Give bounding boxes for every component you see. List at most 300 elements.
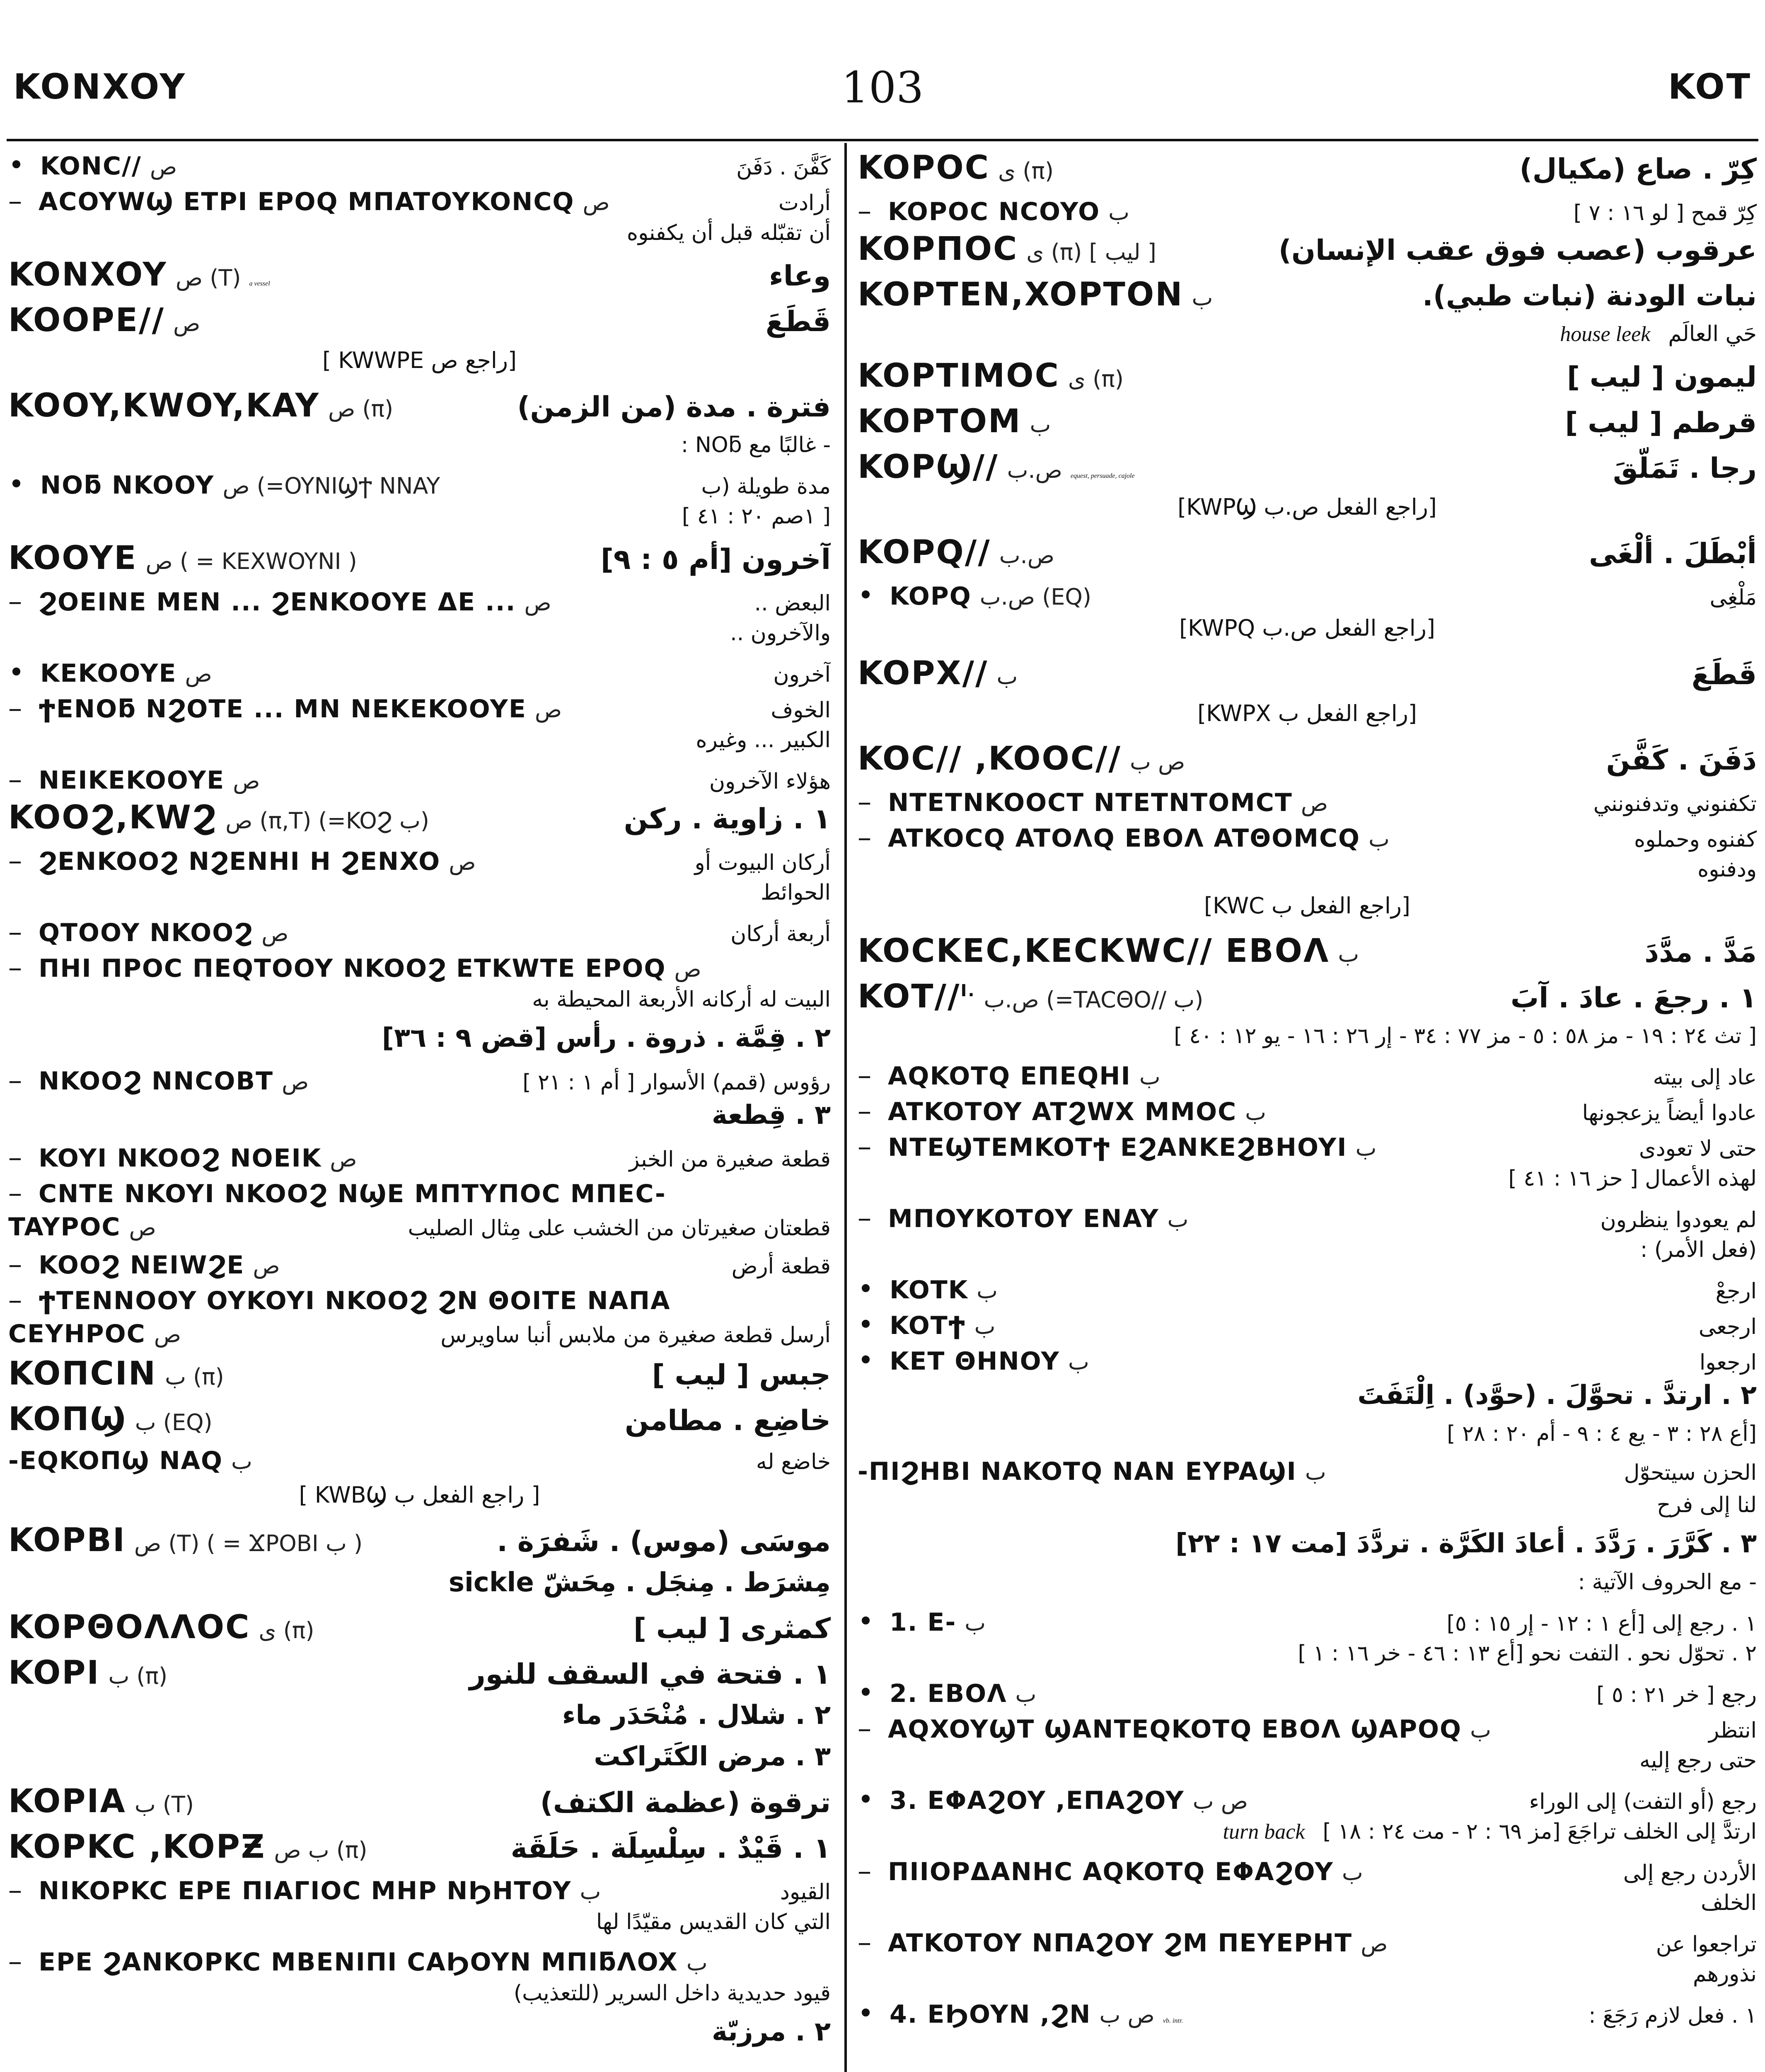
grammar-label: ص (150, 154, 177, 180)
grammar-label: ص ب (1130, 749, 1185, 775)
coptic-text: • 4. EϦOYN ,ϨΝ (889, 2000, 1091, 2029)
arabic-text: [ ١صم ٢٠ : ٤١ ] (682, 504, 831, 529)
arabic-gloss: رجع [ خر ٢١ : ٥ ] (1596, 1682, 1757, 1707)
coptic-text: – ΝTEϢTEMKOTϮ EϨANKEϨBHOYI (888, 1133, 1347, 1162)
grammar-label: ب (1015, 1681, 1037, 1707)
grammar-label: ب (1030, 411, 1051, 438)
column-divider (844, 143, 847, 2072)
grammar-label: ص (524, 590, 551, 616)
arabic-gloss: نبات الودنة (نبات طبي). (1422, 280, 1757, 312)
grammar-label: ص (173, 310, 201, 336)
right-column (858, 149, 1757, 2072)
arabic-gloss: القيود (780, 1880, 831, 1905)
grammar-label: ب (EQ) (135, 1409, 213, 1435)
grammar-label: ص (330, 1146, 357, 1172)
arabic-line (858, 322, 1757, 357)
arabic-gloss: قطعة صغيرة من الخبز (629, 1147, 831, 1172)
arabic-line (858, 1748, 1757, 1784)
coptic-text: – NIKOPKC EPE ΠIAΓIOC MHP ΝϦHTOY (39, 1876, 572, 1905)
arabic-text: التي كان القديس مقيّدًا لها (596, 1910, 831, 1934)
arabic-gloss: مدة طويلة (ب (701, 474, 831, 499)
coptic-text: KOPBI (8, 1522, 126, 1559)
english-gloss: house leek (1560, 322, 1656, 346)
grammar-label: ص ( = KEXWOYNI ) (145, 548, 357, 574)
arabic-gloss: ارجعوا (1699, 1350, 1757, 1375)
grammar-label: ص (674, 956, 701, 982)
page-number: 103 (841, 62, 924, 113)
sub-entry (858, 579, 1757, 615)
grammar-label: ب (686, 1950, 708, 1976)
coptic-text: – ϮTENNOOY OYKOYI ΝKOOϨ ϨΝ ΘOITE ΝAΠA (39, 1286, 671, 1315)
cross-reference: [راجع الفعل ص.ب KWPϢ] (1177, 494, 1437, 520)
sub-entry (858, 1344, 1757, 1380)
coptic-text: – ϨOEINE MEN ... ϨENKOOYE ΔE ... (39, 588, 516, 617)
arabic-gloss: كفنوه وحملوه (1634, 827, 1757, 852)
cross-reference: [ راجع الفعل ب KWBϢ ] (299, 1482, 540, 1508)
arabic-text: - غالبًا مع NOƃ : (681, 433, 831, 457)
arabic-gloss: تراجعوا عن (1656, 1932, 1757, 1957)
arabic-line (858, 1819, 1757, 1855)
arabic-text: حتى رجع إليه (1639, 1748, 1757, 1773)
grammar-label: ب (1305, 1459, 1326, 1485)
coptic-text: – ATKOTOY ATϨWX MMOC (888, 1097, 1237, 1126)
sense-marker: I. (960, 981, 976, 1000)
cross-reference: [راجع الفعل ب KWPX] (1197, 700, 1417, 726)
headword-entry (858, 403, 1757, 448)
arabic-line (8, 504, 831, 540)
coptic-text: KOΠCIN (8, 1355, 157, 1392)
sub-entry (858, 1855, 1757, 1890)
sub-entry (858, 1457, 1757, 1493)
coptic-text: – ΠIIOPΔANHC AQKOTQ EΦAϨOY (888, 1857, 1334, 1886)
grammar-label: ص (154, 1322, 181, 1348)
cross-reference: [راجع الفعل ب KWC] (1204, 893, 1410, 919)
coptic-text: KOOY,KWOY,KAY (8, 387, 320, 424)
arabic-line (8, 433, 831, 468)
arabic-text: ٣ . مرض الكَتَراكت (594, 1741, 831, 1772)
arabic-gloss: ارجعْ (1715, 1279, 1757, 1304)
headword-entry (8, 387, 831, 433)
arabic-text: ٢ . قِمَّة . ذروة . رأس [قض ٩ : ٣٦] (382, 1023, 831, 1053)
page-header (0, 0, 1765, 137)
sub-entry (8, 951, 831, 987)
headword-entry (858, 448, 1757, 494)
arabic-gloss: ليمون [ ليب ] (1567, 361, 1757, 394)
arabic-line (858, 1166, 1757, 1202)
arabic-gloss: مَلْغِى (1709, 585, 1757, 610)
grammar-label: ص (261, 920, 289, 946)
grammar-label: ص ب (1099, 2002, 1155, 2028)
sub-entry (858, 1926, 1757, 1962)
coptic-text: • KEKOOYE (40, 659, 177, 688)
coptic-text: – ATKOCQ ATOΛQ EBOΛ ATΘOMCQ (888, 824, 1360, 853)
arabic-gloss: مَدَّ . مدَّدَ (1644, 936, 1757, 969)
arabic-gloss: كَفَّنَ . دَفَنَ (736, 155, 831, 180)
coptic-text: – ΠHI ΠPOC ΠEQTOOY ΝKOOϨ ETKWTE EPOQ (39, 954, 666, 983)
arabic-text: ودفنوه (1697, 857, 1757, 882)
coptic-text: – ATKOTOY ΝΠAϨOY ϨΜ ΠEYEPHT (888, 1929, 1353, 1958)
coptic-text: • 1. E- (889, 1608, 957, 1637)
arabic-gloss: قرطم [ ليب ] (1565, 407, 1757, 439)
grammar-label: ب (1139, 1064, 1161, 1090)
grammar-label: ص (282, 1069, 309, 1095)
sub-entry (8, 585, 831, 621)
coptic-text: KOPϢ// (858, 448, 999, 486)
arabic-gloss: قطعة أرض (731, 1254, 831, 1279)
headword-entry (858, 276, 1757, 322)
sub-entry (858, 1712, 1757, 1748)
sub-entry (8, 468, 831, 504)
grammar-label: ص (253, 1253, 280, 1279)
english-gloss: equest, persuade, cajole (1070, 472, 1135, 479)
arabic-text: ٣ . كَرَّرَ . رَدَّدَ . أعادَ الكَرَّة . تردَّدَ [مت ١٧ : ٢٢] (1175, 1528, 1757, 1559)
grammar-label: ى (π) (998, 158, 1054, 184)
arabic-gloss: فترة . مدة (من الزمن) (517, 391, 831, 424)
arabic-gloss: آخرون [أم ٥ : ٩] (600, 543, 831, 576)
arabic-text: [أع ٢٨ : ٣ - يع ٤ : ٩ - أم ٢٠ : ٢٨ ] (1447, 1421, 1757, 1446)
coptic-text: – ϨENKOOϨ ΝϨENHI H ϨENXO (39, 847, 441, 876)
coptic-text: – AQKOTQ EΠEQHI (888, 1062, 1131, 1091)
arabic-line (858, 1962, 1757, 1997)
coptic-text: KOPTIMOC (858, 357, 1060, 395)
sub-entry (8, 763, 831, 799)
headword-entry (858, 740, 1757, 786)
grammar-label: ب (1342, 1859, 1363, 1886)
headword-entry (858, 357, 1757, 403)
arabic-text: مِشرَط . مِنجَل . مِحَشّ sickle (448, 1567, 831, 1598)
grammar-label: ب (996, 663, 1018, 690)
arabic-gloss: أركان البيوت أو (694, 850, 831, 875)
sub-entry (858, 821, 1757, 857)
arabic-text: ٣ . قِطعة (711, 1100, 831, 1130)
arabic-text: الحوائط (761, 880, 831, 905)
arabic-line (8, 1567, 831, 1609)
grammar-label: ب (1368, 826, 1390, 852)
arabic-gloss: ١ . زاوية . ركن (624, 803, 831, 835)
grammar-label: ص (449, 849, 476, 875)
arabic-gloss: موسَى (موس) . شَفرَة . (497, 1525, 831, 1558)
arabic-text: الخلف (1701, 1890, 1757, 1915)
english-gloss: vb. intr. (1163, 2017, 1183, 2024)
arabic-gloss: ١ . فتحة في السقف للنور (469, 1658, 831, 1691)
grammar-label: ب (974, 1313, 996, 1339)
arabic-gloss: أربعة أركان (730, 922, 831, 946)
coptic-text: KOPKC ,KOPƵ (8, 1828, 266, 1866)
arabic-gloss: ١ . رجعَ . عادَ . آبَ (1510, 982, 1757, 1014)
coptic-text: – ΝKOOϨ ΝNCOBT (39, 1067, 274, 1096)
grammar-label: ب (580, 1878, 601, 1905)
grammar-label: ب (1108, 199, 1129, 225)
arabic-text: ٢ . مرزبّة (711, 2016, 831, 2047)
grammar-label: ص (π) (328, 396, 394, 422)
sub-entry (858, 1677, 1757, 1712)
sub-entry (858, 1784, 1757, 1819)
sub-entry (8, 1177, 831, 1213)
headword-entry (8, 1609, 831, 1654)
coptic-text: KONXOY (8, 256, 167, 293)
coptic-text: – AQXOYϢT ϢANTEQKOTQ EBOΛ ϢAPOQ (888, 1715, 1462, 1744)
headword-entry (8, 302, 831, 347)
coptic-text: KOPTOM (858, 403, 1022, 440)
arabic-gloss: البعض .. (754, 591, 831, 616)
arabic-gloss: قَطَعَ (765, 305, 831, 338)
arabic-line (8, 987, 831, 1023)
sub-entry (8, 1945, 831, 1981)
grammar-label: ص.ب (EQ) (979, 584, 1091, 610)
coptic-text: KOPX// (858, 655, 989, 692)
arabic-text: ٢ . ارتدَّ . تحوَّلَ . (حوَّد) . اِلْتَفَتَ (1357, 1380, 1757, 1411)
arabic-line (858, 1024, 1757, 1059)
arabic-line (8, 728, 831, 763)
arabic-text: (فعل الأمر) : (1640, 1237, 1757, 1262)
arabic-gloss: آخرون (773, 662, 831, 687)
arabic-line (858, 1237, 1757, 1273)
arabic-gloss: عادوا أيضاً يزعجونها (1582, 1101, 1757, 1126)
cross-reference: [راجع ص KWWPE ] (322, 347, 517, 373)
coptic-text: – ϮENOƃ ΝϨOTE ... MΝ NEKEKOOYE (39, 695, 527, 724)
arabic-line (858, 1890, 1757, 1926)
sub-entry (8, 1213, 831, 1248)
arabic-text: - مع الحروف الآتية : (1578, 1570, 1757, 1595)
grammar-label: ص (π,T) (=KOϨ ب) (225, 808, 429, 834)
arabic-gloss: ترقوة (عظمة الكتف) (540, 1786, 831, 1819)
grammar-label: ص (233, 768, 260, 794)
coptic-text: • KET ΘHNOY (889, 1347, 1060, 1376)
grammar-label: ص (534, 697, 562, 723)
grammar-label: ص.ب (999, 542, 1054, 569)
cross-reference: [راجع الفعل ص.ب KWPQ] (1179, 615, 1435, 641)
arabic-gloss: رجع (أو التفت) إلى الوراء (1529, 1789, 1757, 1814)
arabic-line (8, 1023, 831, 1064)
coptic-text: CEYHPOC (8, 1319, 146, 1348)
grammar-label: ب (π) (108, 1663, 168, 1689)
arabic-gloss: خاضِع . مطامن (624, 1404, 831, 1437)
coptic-text: – KOYI ΝKOOϨ ΝOEIK (39, 1144, 322, 1173)
sub-entry (8, 916, 831, 951)
coptic-text: KOPQ// (858, 534, 991, 571)
sub-entry (858, 1605, 1757, 1641)
running-head-left: KONXOY (13, 66, 187, 107)
grammar-label: ص (583, 189, 610, 215)
arabic-gloss: كِرّ قمح [ لو ١٦ : ٧ ] (1573, 201, 1757, 225)
headword-entry (8, 1401, 831, 1446)
english-gloss: a vessel (249, 280, 270, 287)
grammar-label: ب (1068, 1349, 1089, 1375)
grammar-label: ب (1245, 1099, 1266, 1126)
coptic-text: • KONC// (40, 152, 142, 181)
running-head-right: KOT (1668, 66, 1752, 107)
arabic-gloss: أرادت (778, 191, 831, 215)
coptic-text: KOOPE// (8, 302, 165, 339)
arabic-gloss: عاد إلى بيته (1653, 1065, 1757, 1090)
arabic-line (858, 1641, 1757, 1677)
header-rule (7, 139, 1758, 141)
grammar-label: ص ب (1192, 1788, 1248, 1814)
sub-entry (8, 1248, 831, 1284)
arabic-gloss: كمثرى [ ليب ] (633, 1612, 831, 1645)
arabic-text: الكبير ... وغيره (696, 728, 831, 753)
arabic-line (8, 1100, 831, 1141)
coptic-text: -ΠIϨHBI NAKOTQ NAN EYPAϢI (858, 1457, 1297, 1486)
arabic-gloss: الحزن سيتحوّل (1624, 1460, 1757, 1485)
coptic-text: KOOϨ,KWϨ (8, 799, 218, 836)
grammar-label: ص (=OYNIϢϮ ΝNAY (222, 473, 440, 499)
sub-entry (858, 1309, 1757, 1344)
grammar-label: ص (129, 1215, 156, 1241)
english-gloss: turn back (1223, 1820, 1310, 1844)
coptic-text: KOPI (8, 1654, 100, 1692)
arabic-gloss: رجا . تَمَلّقَ (1613, 452, 1757, 485)
grammar-label: ى (π) (259, 1617, 314, 1644)
arabic-gloss: وعاء (769, 260, 831, 293)
headword-entry (8, 1522, 831, 1567)
coptic-text: – ΝTETΝKOOCT ΝTETΝTOMCT (888, 788, 1293, 817)
headword-entry (858, 932, 1757, 978)
sub-entry (858, 786, 1757, 821)
sub-entry (8, 185, 831, 220)
arabic-gloss: خاضع له (756, 1450, 831, 1474)
arabic-text: أن تقبّله قبل أن يكفنوه (626, 220, 831, 245)
headword-entry (858, 978, 1757, 1024)
left-column (8, 149, 831, 2072)
headword-entry (8, 1654, 831, 1700)
sub-entry (858, 1095, 1757, 1130)
headword-entry (858, 149, 1757, 195)
arabic-gloss: أبْطَلَ . ألْغَى (1589, 537, 1757, 570)
coptic-text: KOT//$^{I.}$ (858, 978, 976, 1015)
coptic-text: – MΠOYKOTOY ENAY (888, 1204, 1159, 1233)
sub-entry (8, 1064, 831, 1100)
grammar-label: ب (977, 1278, 998, 1304)
arabic-line (8, 1981, 831, 2016)
coptic-text: • KOTϮ (889, 1311, 966, 1340)
arabic-gloss: كِرّ . صاع (مكيال) (1519, 153, 1757, 186)
coptic-text: KOΠϢ (8, 1401, 127, 1438)
arabic-line (858, 857, 1757, 893)
sub-entry (8, 1874, 831, 1910)
arabic-text: لهذه الأعمال [ حز ١٦ : ٤١ ] (1508, 1166, 1757, 1191)
headword-entry (858, 655, 1757, 700)
grammar-label: ب ص (π) (274, 1837, 368, 1863)
coptic-text: KOPΘOΛΛOC (8, 1609, 251, 1646)
sub-entry (8, 1141, 831, 1177)
sub-entry (858, 1273, 1757, 1309)
grammar-label: ص (T) (175, 265, 241, 291)
coptic-text: KOPOC (858, 149, 990, 186)
arabic-gloss: انتظر (1709, 1718, 1757, 1743)
arabic-gloss: لم يعودوا ينظرون (1600, 1208, 1757, 1232)
coptic-text: – NEIKEKOOYE (39, 766, 225, 795)
arabic-text: نذورهم (1692, 1962, 1757, 1987)
grammar-label: ب (π) (165, 1364, 224, 1390)
grammar-label: ص (1361, 1931, 1388, 1957)
grammar-label: ب (1355, 1135, 1377, 1161)
arabic-text: حَي العالَم (1668, 322, 1757, 346)
sub-entry (858, 195, 1757, 230)
arabic-gloss: هؤلاء الآخرون (709, 769, 831, 794)
arabic-line (8, 2016, 831, 2058)
coptic-text: – CΝTE ΝKOYI ΝKOOϨ ΝϢE ΜΠTYΠOC ΜΠEC- (39, 1179, 666, 1208)
arabic-text: قيود حديدية داخل السرير (للتعذيب) (513, 1981, 831, 2006)
headword-entry (8, 1355, 831, 1401)
sub-entry (8, 845, 831, 880)
arabic-line (858, 1421, 1757, 1457)
arabic-gloss: ١ . قَيْدٌ . سِلْسِلَة . حَلَقَة (510, 1832, 831, 1865)
headword-entry (858, 534, 1757, 579)
arabic-line (8, 621, 831, 656)
coptic-text: KOPTEN,XOPTON (858, 276, 1184, 313)
grammar-label: ص.ب (=TACΘO// ب) (984, 987, 1204, 1013)
headword-entry (858, 230, 1757, 276)
arabic-gloss: ارجعى (1698, 1314, 1757, 1339)
headword-entry (8, 1783, 831, 1828)
headword-entry (8, 799, 831, 845)
coptic-text: KOCKEC,KECKWC// EBOΛ (858, 932, 1330, 970)
coptic-text: • 2. EBOΛ (889, 1679, 1007, 1708)
grammar-label: ب (T) (134, 1791, 194, 1818)
grammar-label: ى (π) (1068, 366, 1124, 392)
arabic-gloss: الخوف (771, 698, 831, 723)
arabic-line (8, 1910, 831, 1945)
headword-entry (8, 256, 831, 302)
grammar-label: ب (1192, 285, 1213, 311)
grammar-label: ص (T) ( = ϪPOBI ب ) (134, 1530, 363, 1556)
grammar-label: ى (π) [ ليب ] (1026, 239, 1156, 265)
coptic-text: -EQKOΠϢ NAQ (8, 1446, 223, 1475)
arabic-line (858, 1493, 1757, 1528)
arabic-gloss: رؤوس (قمم) الأسوار [ أم ١ : ٢١ ] (522, 1070, 831, 1095)
grammar-label: ب (1470, 1717, 1491, 1743)
arabic-line (858, 1528, 1757, 1570)
coptic-text: – KOPOC ΝCOYO (888, 197, 1100, 226)
arabic-gloss: أرسل قطعة صغيرة من ملابس أنبا ساويرس (440, 1323, 831, 1348)
arabic-gloss: عرقوب (عصب فوق عقب الإنسان) (1278, 234, 1757, 267)
arabic-line (8, 880, 831, 916)
coptic-text: • KOPQ (889, 582, 972, 611)
coptic-text: – EPE ϨANKOPKC ΜBENIΠI CAϦOYN ΜΠIƃΛOX (39, 1948, 678, 1977)
coptic-text: TAYPOC (8, 1213, 121, 1242)
sub-entry (8, 149, 831, 185)
coptic-text: KOPIA (8, 1783, 126, 1820)
arabic-gloss: جبس [ ليب ] (652, 1359, 831, 1392)
grammar-label: ب (1338, 941, 1359, 967)
coptic-text: – ACOYWϢ ETPI EPOQ ΜΠATOYKONCQ (39, 187, 575, 216)
arabic-text: والآخرون .. (730, 621, 831, 646)
coptic-text: KOC// ,KOOC// (858, 740, 1122, 777)
headword-entry (8, 1828, 831, 1874)
coptic-text: KOPΠOC (858, 230, 1018, 268)
grammar-label: ب (1167, 1206, 1189, 1232)
sub-entry (8, 1284, 831, 1319)
arabic-gloss: حتى لا تعودى (1639, 1136, 1757, 1161)
arabic-gloss: قطعتان صغيرتان من الخشب على مِثال الصليب (408, 1216, 831, 1241)
arabic-line (8, 220, 831, 256)
grammar-label: ص (185, 661, 212, 687)
sub-entry (8, 1319, 831, 1355)
grammar-label: ب (965, 1610, 986, 1636)
arabic-gloss: تكفنوني وتدفنونني (1593, 792, 1757, 816)
sub-entry (8, 1446, 831, 1482)
coptic-text: – KOOϨ ΝEIWϨE (39, 1251, 245, 1280)
coptic-text: • NOƃ ΝKOOY (40, 471, 215, 500)
sub-entry (858, 1130, 1757, 1166)
arabic-gloss: قَطَعَ (1691, 658, 1757, 691)
sub-entry (8, 692, 831, 728)
coptic-text: – QTOOY ΝKOOϨ (39, 918, 254, 947)
arabic-line (858, 1570, 1757, 1605)
arabic-gloss: الأردن رجع إلى (1623, 1861, 1757, 1886)
grammar-label: ص (1301, 790, 1328, 816)
